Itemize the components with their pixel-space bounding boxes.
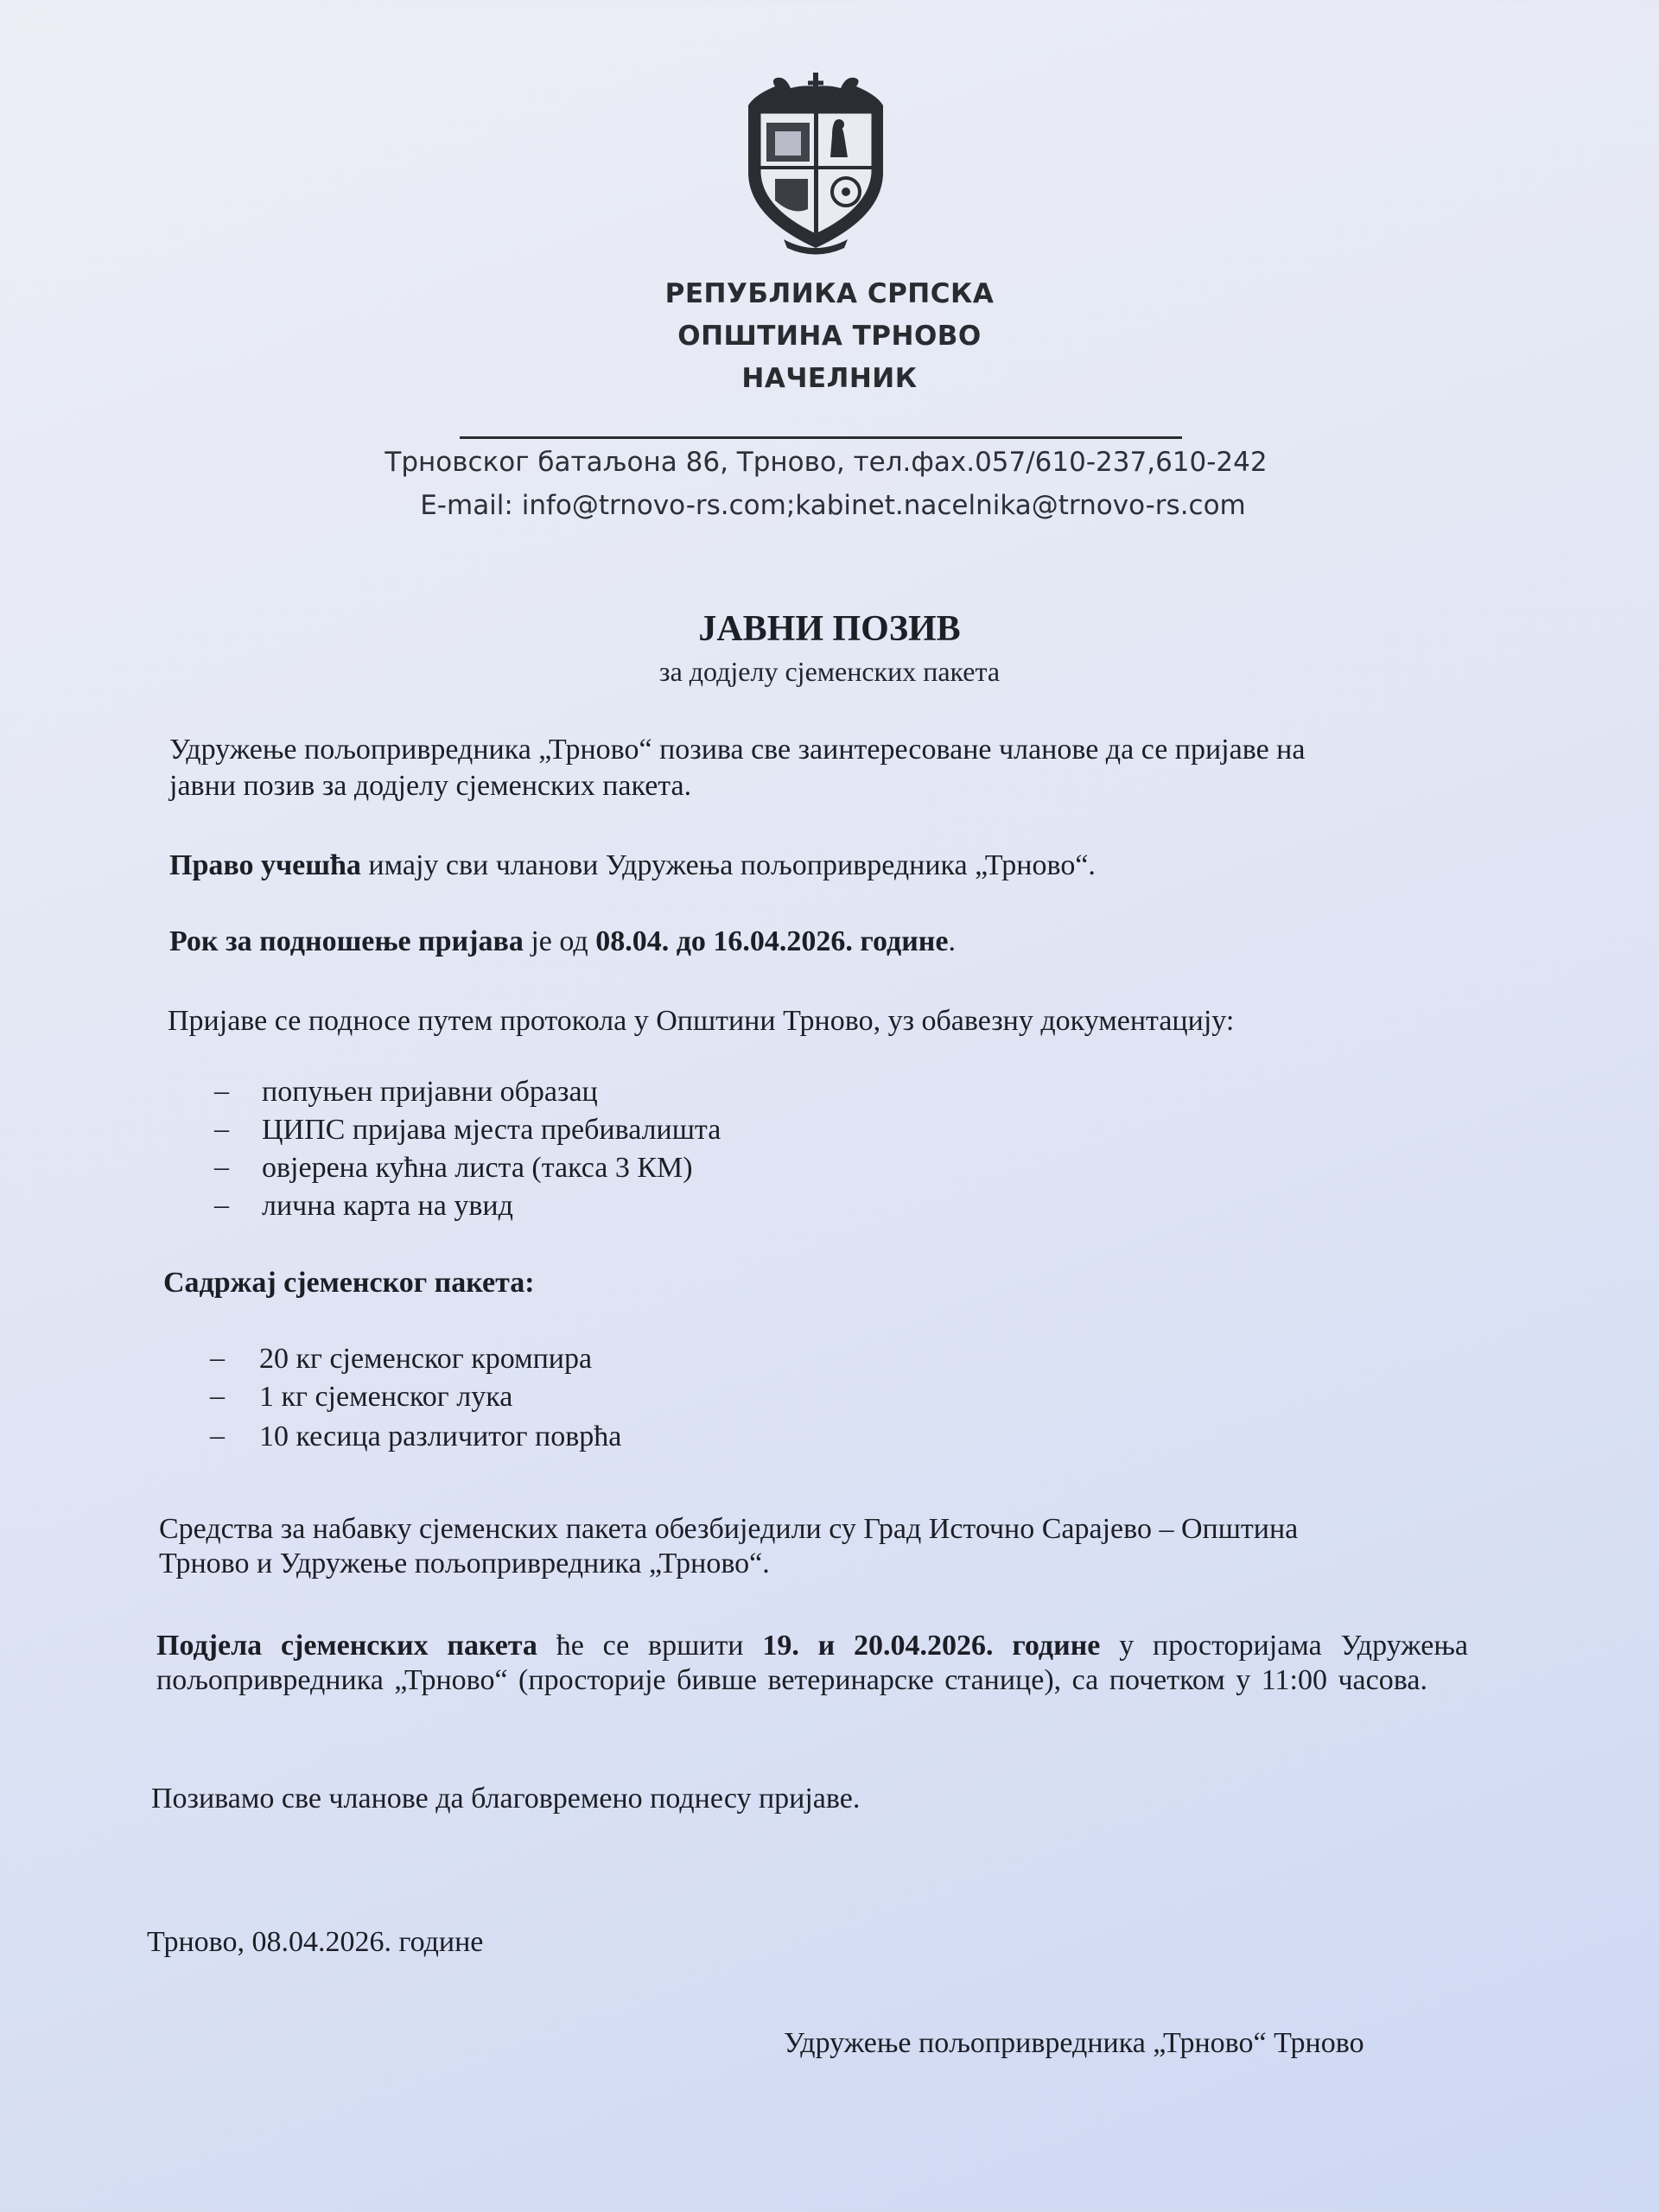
list-item: попуњен пријавни образац [262,1076,598,1108]
list-marker: – [210,1420,225,1452]
letterhead-republic: РЕПУБЛИКА СРПСКА [664,278,995,309]
package-heading [163,1266,535,1300]
funding-line-2: Трново и Удружење пољопривредника „Трново“. [159,1548,770,1580]
deadline-label: Рок за подношење пријава [169,925,524,957]
deadline-dates: 08.04. до 16.04.2026. године [595,925,949,957]
letterhead-municipality: ОПШТИНА ТРНОВО [677,321,982,352]
letterhead-divider [460,436,1182,439]
letterhead-office: НАЧЕЛНИК [741,363,918,394]
letterhead-address: Трновског батаљона 86, Трново, тел.фах.057/610-237,610-242 [385,447,1268,478]
funding-line-1: Средства за набавку сјеменских пакета обезбиједили су Град Источно Сарајево – Општина [159,1513,1299,1545]
coat-of-arms-icon [741,71,892,259]
list-marker: – [210,1380,225,1412]
submission-paragraph: Пријаве се подносе путем протокола у Општини Трново, уз обавезну документацију: [168,1005,1235,1037]
deadline-paragraph [169,925,956,959]
list-marker: – [214,1189,229,1221]
list-marker: – [210,1342,225,1374]
list-marker: – [214,1113,229,1145]
eligibility-paragraph [169,849,1096,883]
signature-line: Удружење пољопривредника „Трново“ Трново [784,2027,1364,2059]
list-item: 10 кесица различитог поврћа [259,1421,622,1452]
letterhead-email: E-mail: info@trnovo-rs.com;kabinet.nacelnika@trnovo-rs.com [420,490,1246,521]
list-item: ЦИПС пријава мјеста пребивалишта [262,1114,721,1146]
distribution-dates: 19. и 20.04.2026. године [762,1630,1101,1662]
list-marker: – [214,1151,229,1183]
distribution-paragraph [156,1629,1468,1698]
distribution-text: у просторијама Удружења пољопривредника „Трново“ (просторије бивше ветеринарске станице), са почетком у 11:00 часова. [156,1630,1468,1696]
intro-line-1: Удружење пољопривредника „Трново“ позива све заинтересоване чланове да се пријаве на [169,734,1306,766]
deadline-period: . [948,925,956,957]
intro-line-2: јавни позив за додјелу сјеменских пакета. [169,770,692,802]
distribution-label: Подјела сјеменских пакета [156,1630,537,1662]
closing-paragraph: Позивамо све чланове да благовремено поднесу пријаве. [151,1783,861,1815]
list-item: 1 кг сјеменског лука [259,1381,513,1413]
list-marker: – [214,1075,229,1107]
document-subtitle: за додјелу сјеменских пакета [658,656,1001,687]
list-item: 20 кг сјеменског кромпира [259,1343,593,1375]
list-item: лична карта на увид [262,1190,513,1222]
distribution-connector: ће се вршити [537,1630,763,1662]
place-and-date: Трново, 08.04.2026. године [147,1926,484,1958]
list-item: овјерена кућна листа (такса 3 КМ) [262,1152,693,1184]
package-heading-text: Садржај сјеменског пакета: [163,1267,535,1299]
deadline-connector: је од [523,925,596,957]
document-title: ЈАВНИ ПОЗИВ [698,609,961,649]
eligibility-text: имају сви чланови Удружења пољопривредника „Трново“. [360,849,1096,881]
eligibility-label: Право учешћа [169,849,361,881]
